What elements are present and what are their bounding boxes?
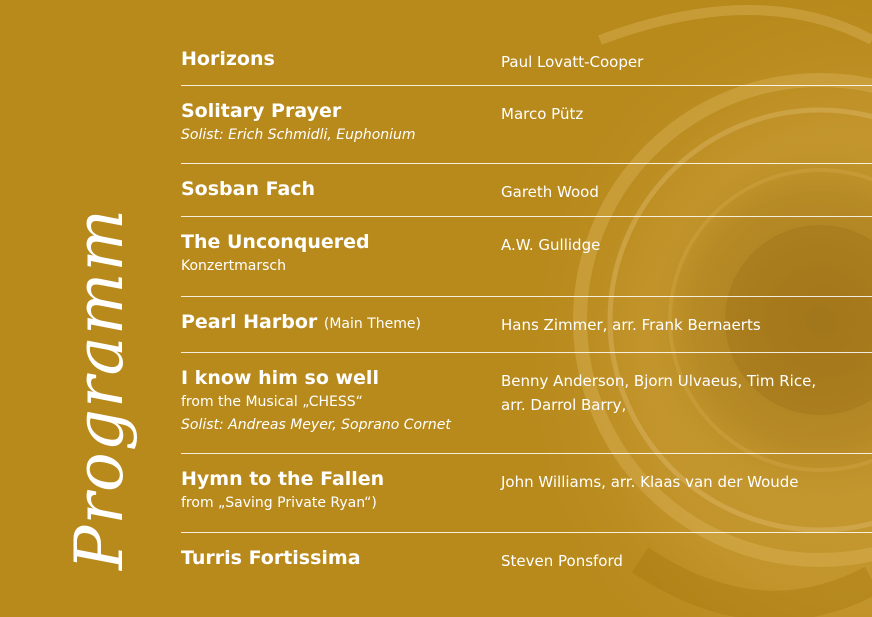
composer: Paul Lovatt-Cooper bbox=[501, 53, 644, 71]
composer: Gareth Wood bbox=[501, 183, 599, 201]
composer-line: Benny Anderson, Bjorn Ulvaeus, Tim Rice, bbox=[501, 372, 817, 390]
work-subtitle: Konzertmarsch bbox=[181, 258, 286, 274]
program-item-horizons bbox=[181, 34, 872, 86]
work-title: Hymn to the Fallen bbox=[181, 468, 385, 490]
work-subtitle: from the Musical „CHESS“ bbox=[181, 394, 363, 410]
composer: A.W. Gullidge bbox=[501, 236, 601, 254]
work-info bbox=[181, 309, 491, 337]
work-info bbox=[181, 545, 491, 571]
program-item-i-know-him-so-well bbox=[181, 353, 872, 454]
work-title-suffix: (Main Theme) bbox=[323, 316, 421, 332]
composer: Hans Zimmer, arr. Frank Bernaerts bbox=[501, 316, 761, 334]
program-item-solitary-prayer bbox=[181, 86, 872, 164]
program-list bbox=[181, 34, 872, 583]
work-title: I know him so well bbox=[181, 367, 379, 389]
work-title: Sosban Fach bbox=[181, 178, 316, 200]
program-item-turris-fortissima bbox=[181, 533, 872, 583]
side-title bbox=[52, 207, 142, 572]
composer: John Williams, arr. Klaas van der Woude bbox=[501, 473, 799, 491]
work-info bbox=[181, 466, 491, 515]
soloist: Solist: Andreas Meyer, Soprano Cornet bbox=[181, 417, 451, 433]
work-title bbox=[181, 309, 491, 337]
work-title-text: Pearl Harbor bbox=[181, 311, 318, 333]
composer-line: arr. Darrol Barry, bbox=[501, 396, 627, 414]
composer: Steven Ponsford bbox=[501, 552, 623, 570]
soloist: Solist: Erich Schmidli, Euphonium bbox=[181, 127, 416, 143]
work-title: The Unconquered bbox=[181, 231, 370, 253]
program-item-the-unconquered bbox=[181, 217, 872, 297]
work-title: Turris Fortissima bbox=[181, 547, 361, 569]
program-item-sosban-fach bbox=[181, 164, 872, 217]
side-title-text: Programm bbox=[61, 207, 138, 570]
composer bbox=[501, 369, 861, 417]
work-info bbox=[181, 176, 491, 202]
work-info bbox=[181, 229, 491, 278]
work-title: Solitary Prayer bbox=[181, 100, 342, 122]
work-title: Horizons bbox=[181, 48, 275, 70]
composer: Marco Pütz bbox=[501, 105, 584, 123]
program-item-pearl-harbor bbox=[181, 297, 872, 353]
work-info bbox=[181, 46, 491, 72]
work-info bbox=[181, 365, 491, 437]
work-subtitle: from „Saving Private Ryan“) bbox=[181, 495, 377, 511]
program-item-hymn-to-the-fallen bbox=[181, 454, 872, 533]
work-info bbox=[181, 98, 491, 147]
